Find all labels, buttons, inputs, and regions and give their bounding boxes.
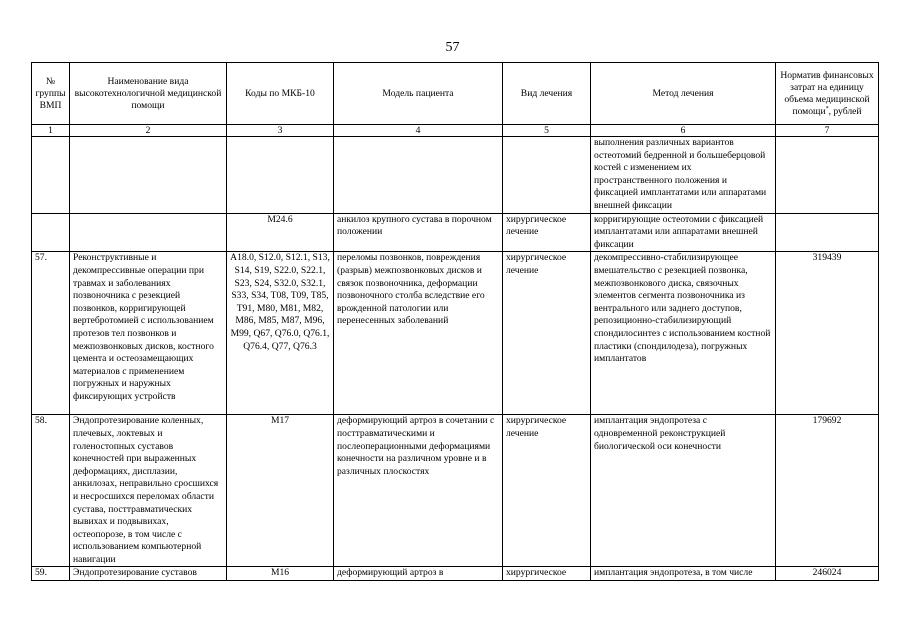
header-cost-standard (776, 63, 879, 125)
page-number: 57 (445, 40, 460, 55)
patient-model-cell: деформирующий артроз в сочетании с посттравматическими и послеоперационными деформациями конечности на различном уровне и в различных плоскостях (334, 415, 503, 567)
treatment-method-cell: декомпрессивно-стабилизирующее вмешательство с резекцией позвонка, межпозвонкового диска, связочных элементов сегмента позвоночника из вентрального или заднего доступов, репозиционно-стабилизирующий спондилосинтез с использованием костной пластики (спондилодеза), погружных имплантатов (591, 252, 776, 415)
table-row (32, 252, 879, 415)
header-treatment-method: Метод лечения (591, 63, 776, 125)
icd-codes-cell: M24.6 (227, 213, 334, 252)
table-row (32, 567, 879, 581)
care-name-cell: Эндопротезирование коленных, плечевых, локтевых и голеностопных суставов конечностей при выраженных деформациях, дисплазии, анкилозах, неправильно сросшихся и несросшихся переломах области сустава, посттравматических вывихах и подвывихах, остеопорозе, в том числе с использованием компьютерной навигации (70, 415, 227, 567)
patient-model-cell: анкилоз крупного сустава в порочном положении (334, 213, 503, 252)
header-cost-text: Норматив финансовых затрат на единицу объема медицинской помощи (780, 69, 874, 117)
column-number: 1 (32, 125, 70, 137)
cost-cell: 246024 (776, 567, 879, 581)
group-number-cell (32, 213, 70, 252)
cost-cell (776, 213, 879, 252)
header-row (32, 63, 879, 125)
icd-codes-cell: A18.0, S12.0, S12.1, S13, S14, S19, S22.0, S22.1, S23, S24, S32.0, S32.1, S33, S34, T08, T09, T85, T91, M80, M81, M82, M86, M85, M87, M96, M99, Q67, Q76.0, Q76.1, Q76.4, Q77, Q76.3 (227, 252, 334, 415)
group-number-cell (32, 137, 70, 214)
patient-model-cell: деформирующий артроз в (334, 567, 503, 581)
icd-codes-cell: M17 (227, 415, 334, 567)
header-patient-model: Модель пациента (334, 63, 503, 125)
group-number-cell: 59. (32, 567, 70, 581)
treatment-method-cell: выполнения различных вариантов остеотомий бедренной и большеберцовой костей с изменением их пространственного положения и фиксацией имплантатами или аппаратами внешней фиксации (591, 137, 776, 214)
care-name-cell: Эндопротезирование суставов (70, 567, 227, 581)
table-row (32, 137, 879, 214)
column-number: 7 (776, 125, 879, 137)
care-name-cell: Реконструктивные и декомпрессивные операции при травмах и заболеваниях позвоночника с резекцией позвонков, корригирующей вертебротомией с использованием протезов тел позвонков и межпозвонковых дисков, костного цемента и остеозамещающих материалов с применением погружных и наружных фиксирующих устройств (70, 252, 227, 415)
header-care-name: Наименование вида высокотехнологичной медицинской помощи (70, 63, 227, 125)
header-cost-footnote-mark: * (825, 105, 829, 112)
header-icd-codes: Коды по МКБ-10 (227, 63, 334, 125)
treatment-type-cell: хирургическое лечение (503, 415, 591, 567)
header-treatment-type: Вид лечения (503, 63, 591, 125)
treatment-type-cell (503, 137, 591, 214)
group-number-cell: 57. (32, 252, 70, 415)
cost-cell: 319439 (776, 252, 879, 415)
header-group-number: № группы ВМП (32, 63, 70, 125)
treatment-method-cell: корригирующие остеотомии с фиксацией имплантатами или аппаратами внешней фиксации (591, 213, 776, 252)
column-number: 4 (334, 125, 503, 137)
treatment-type-cell: хирургическое лечение (503, 213, 591, 252)
group-number-cell: 58. (32, 415, 70, 567)
patient-model-cell (334, 137, 503, 214)
table-row (32, 213, 879, 252)
column-number: 3 (227, 125, 334, 137)
icd-codes-cell (227, 137, 334, 214)
cost-cell (776, 137, 879, 214)
column-number: 2 (70, 125, 227, 137)
treatment-type-cell: хирургическое (503, 567, 591, 581)
cost-cell: 179692 (776, 415, 879, 567)
medical-care-table (31, 62, 879, 581)
column-number-row (32, 125, 879, 137)
treatment-method-cell: имплантация эндопротеза, в том числе (591, 567, 776, 581)
column-number: 5 (503, 125, 591, 137)
header-cost-unit: , рублей (828, 105, 862, 117)
treatment-method-cell: имплантация эндопротеза с одновременной реконструкцией биологической оси конечности (591, 415, 776, 567)
icd-codes-cell: M16 (227, 567, 334, 581)
patient-model-cell: переломы позвонков, повреждения (разрыв) межпозвонковых дисков и связок позвоночника, деформации позвоночного столба вследствие его врожденной патологии или перенесенных заболеваний (334, 252, 503, 415)
care-name-cell (70, 137, 227, 214)
column-number: 6 (591, 125, 776, 137)
table-row (32, 415, 879, 567)
care-name-cell (70, 213, 227, 252)
treatment-type-cell: хирургическое лечение (503, 252, 591, 415)
